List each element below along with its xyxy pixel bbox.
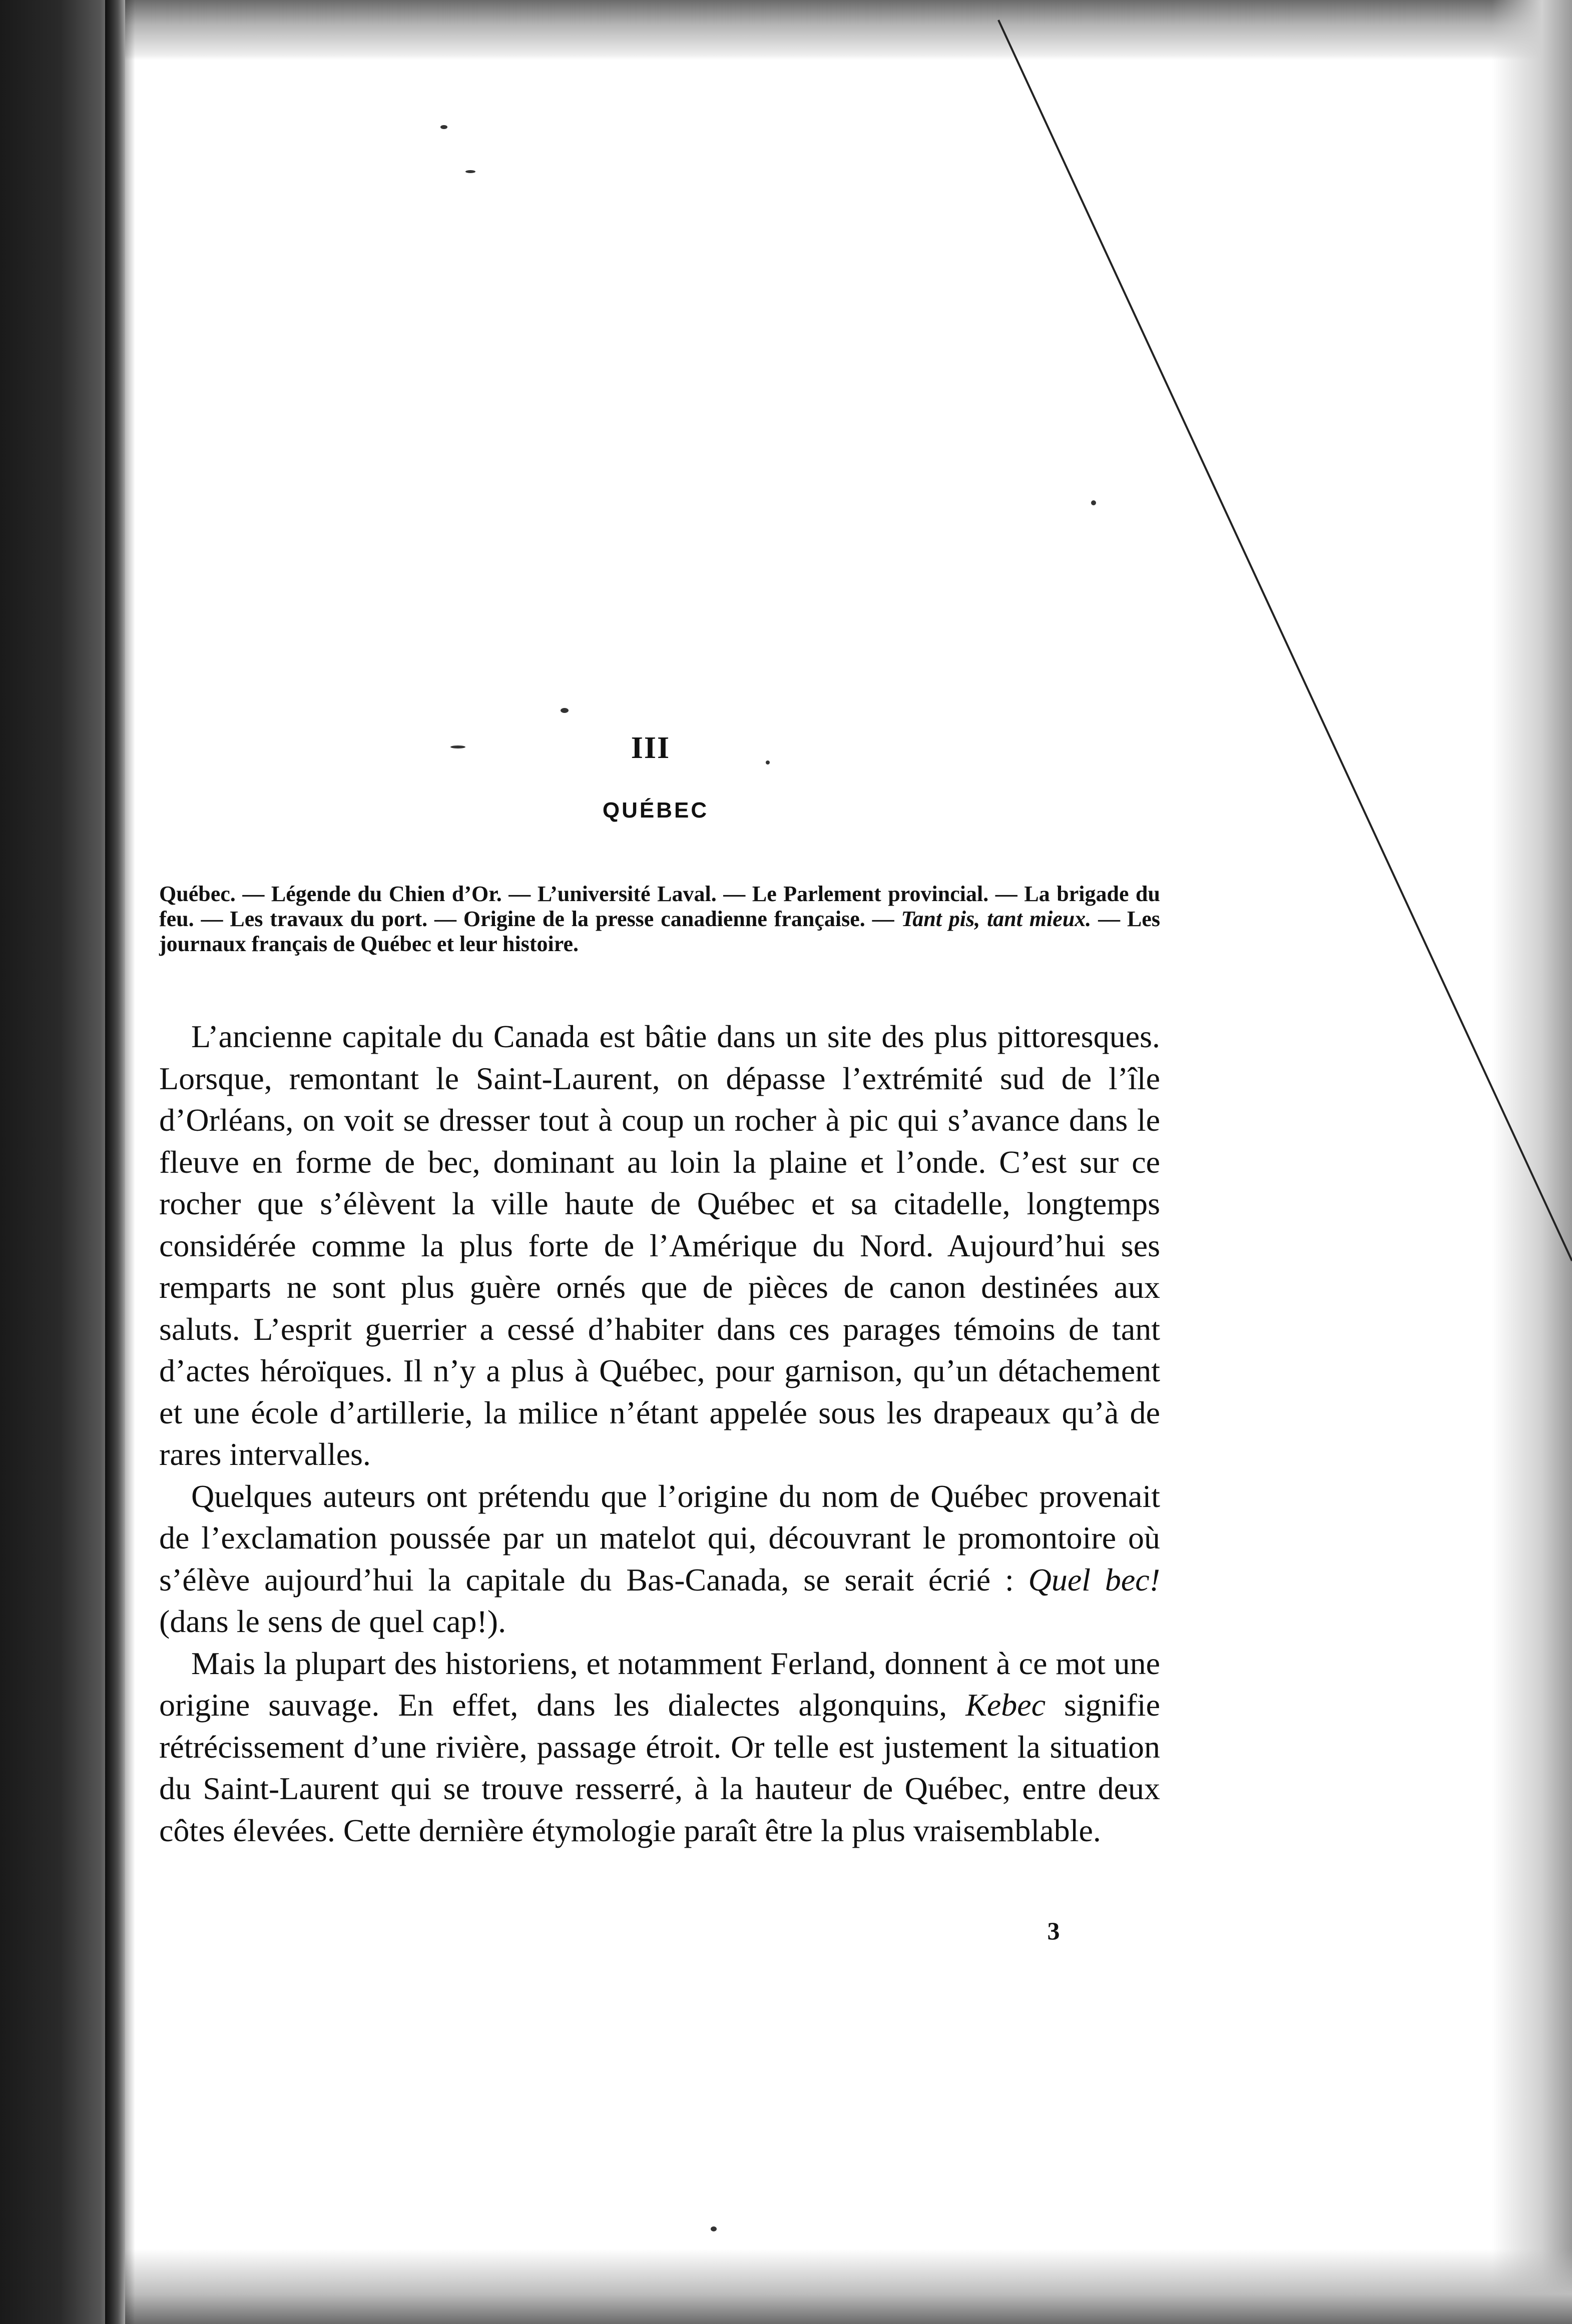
summary-text-end: — Les journaux français de Québec et leur histoire.: [159, 907, 1161, 956]
chapter-number: III: [631, 731, 671, 765]
paragraph-2-text: Quelques auteurs ont prétendu que l’origine du nom de Québec provenait de l’exclamation poussée par un matelot qui, découvrant le promontoire où s’élève aujourd’hui la capitale du Bas-Canada, se serait écrié :: [159, 1478, 1160, 1598]
speck: [450, 745, 465, 748]
speck: [465, 170, 475, 173]
chapter-title: QUÉBEC: [602, 798, 709, 823]
paragraph-3: [159, 1643, 1160, 1852]
page-number: 3: [1047, 1917, 1060, 1945]
summary-italic-text: Tant pis, tant mieux.: [901, 907, 1092, 931]
body-text: [159, 1016, 1160, 1851]
summary-text: Québec. — Légende du Chien d’Or. — L’université Laval. — Le Parlement provincial. — La brigade du feu. — Les travaux du port. — Origine de la presse canadienne française. —: [159, 882, 1160, 931]
paragraph-1-text: L’ancienne capitale du Canada est bâtie dans un site des plus pittoresques. Lorsque, remontant le Saint-Laurent, on dépasse l’extrémité sud de l’île d’Orléans, on voit se dresser tout à coup un rocher à pic qui s’avance dans le fleuve en forme de bec, dominant au loin la plaine et l’onde. C’est sur ce rocher que s’élèvent la ville haute de Québec et sa citadelle, longtemps considérée comme la plus forte de l’Amérique du Nord. Aujourd’hui ses remparts ne sont plus guère ornés que de pièces de canon destinées aux saluts. L’esprit guerrier a cessé d’habiter dans ces parages témoins de tant d’actes héroïques. Il n’y a plus à Québec, pour garnison, qu’un détachement et une école d’artillerie, la milice n’étant appelée sous les drapeaux qu’à de rares intervalles.: [159, 1019, 1160, 1472]
paragraph-3-text-end: signifie rétrécissement d’une rivière, passage étroit. Or telle est justement la situation du Saint-Laurent qui se trouve resserré, à la hauteur de Québec, entre deux côtes élevées. Cette dernière étymologie paraît être la plus vraisemblable.: [159, 1687, 1161, 1848]
speck: [440, 125, 447, 129]
paragraph-2-text-end: (dans le sens de quel cap!).: [159, 1604, 506, 1639]
paragraph-3-italic: Kebec: [965, 1687, 1046, 1723]
speck: [1091, 500, 1096, 505]
speck: [766, 760, 770, 764]
paragraph-3-text: Mais la plupart des historiens, et notamment Ferland, donnent à ce mot une origine sauvage. En effet, dans les dialectes algonquins,: [159, 1645, 1160, 1723]
speck: [711, 2226, 717, 2231]
paragraph-2-italic: Quel bec!: [1028, 1562, 1160, 1598]
speck: [561, 708, 569, 713]
chapter-summary: [159, 882, 1160, 957]
paragraph-2: [159, 1475, 1160, 1643]
paragraph-1: [159, 1016, 1160, 1475]
